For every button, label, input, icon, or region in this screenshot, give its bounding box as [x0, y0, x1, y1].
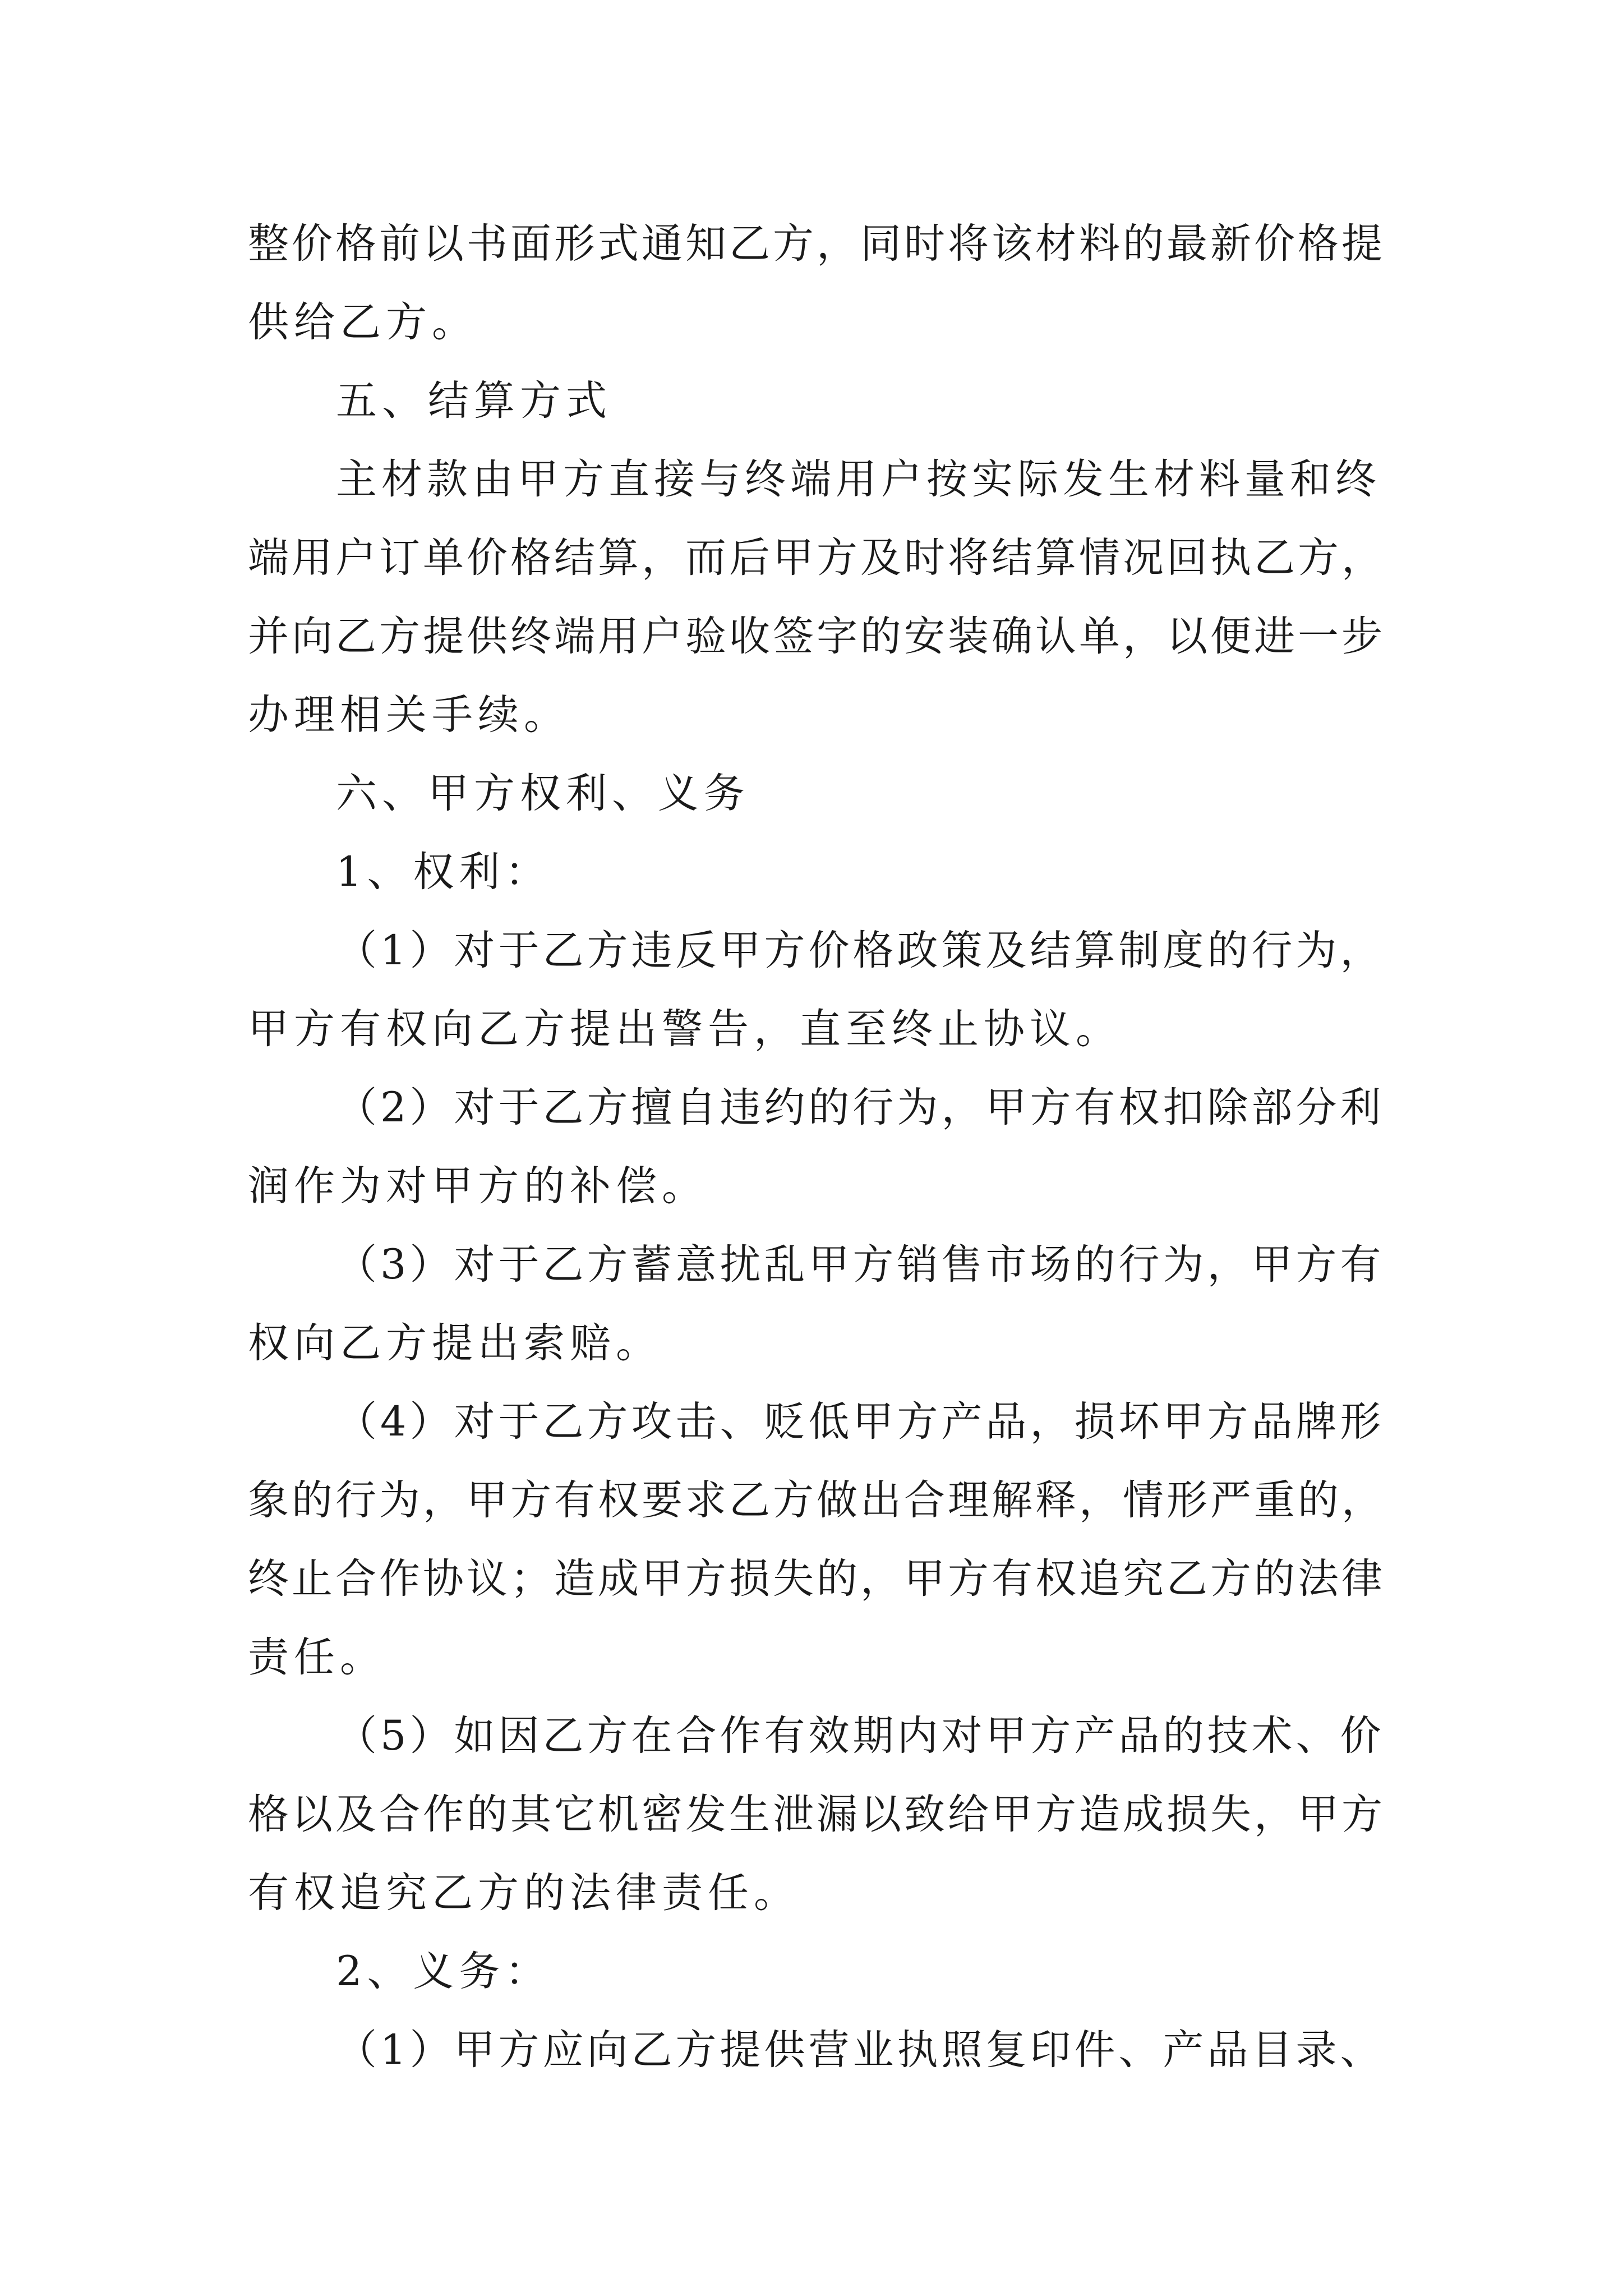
- text-line: 办理相关手续。: [248, 691, 570, 739]
- text-line: 整价格前以书面形式通知乙方，同时将该材料的最新价格提: [248, 220, 1385, 268]
- text-line: 责任。: [248, 1634, 386, 1681]
- text-line: 供给乙方。: [248, 298, 478, 346]
- text-line: （5）如因乙方在合作有效期内对甲方产品的技术、价: [336, 1712, 1385, 1760]
- subsection-heading: 2、义务：: [336, 1948, 551, 1995]
- text-line: 润作为对甲方的补偿。: [248, 1162, 708, 1210]
- text-line: 象的行为，甲方有权要求乙方做出合理解释，情形严重的，: [248, 1476, 1385, 1524]
- text-line: （1）甲方应向乙方提供营业执照复印件、产品目录、: [336, 2026, 1385, 2074]
- section-heading: 六、甲方权利、义务: [336, 770, 750, 817]
- text-line: （1）对于乙方违反甲方价格政策及结算制度的行为，: [336, 927, 1385, 974]
- text-line: 格以及合作的其它机密发生泄漏以致给甲方造成损失，甲方: [248, 1791, 1385, 1838]
- text-line: 甲方有权向乙方提出警告，直至终止协议。: [248, 1005, 1122, 1053]
- text-line: （4）对于乙方攻击、贬低甲方产品，损坏甲方品牌形: [336, 1398, 1385, 1446]
- text-line: 端用户订单价格结算，而后甲方及时将结算情况回执乙方，: [248, 534, 1385, 582]
- text-line: （3）对于乙方蓄意扰乱甲方销售市场的行为，甲方有: [336, 1241, 1385, 1289]
- text-line: 权向乙方提出索赔。: [248, 1319, 662, 1367]
- text-line: 并向乙方提供终端用户验收签字的安装确认单，以便进一步: [248, 613, 1385, 660]
- section-heading: 五、结算方式: [336, 377, 612, 425]
- text-line: 主材款由甲方直接与终端用户按实际发生材料量和终: [336, 455, 1381, 503]
- text-line: 终止合作协议；造成甲方损失的，甲方有权追究乙方的法律: [248, 1555, 1385, 1603]
- text-line: （2）对于乙方擅自违约的行为，甲方有权扣除部分利: [336, 1084, 1385, 1131]
- subsection-heading: 1、权利：: [336, 848, 551, 896]
- text-line: 有权追究乙方的法律责任。: [248, 1869, 800, 1917]
